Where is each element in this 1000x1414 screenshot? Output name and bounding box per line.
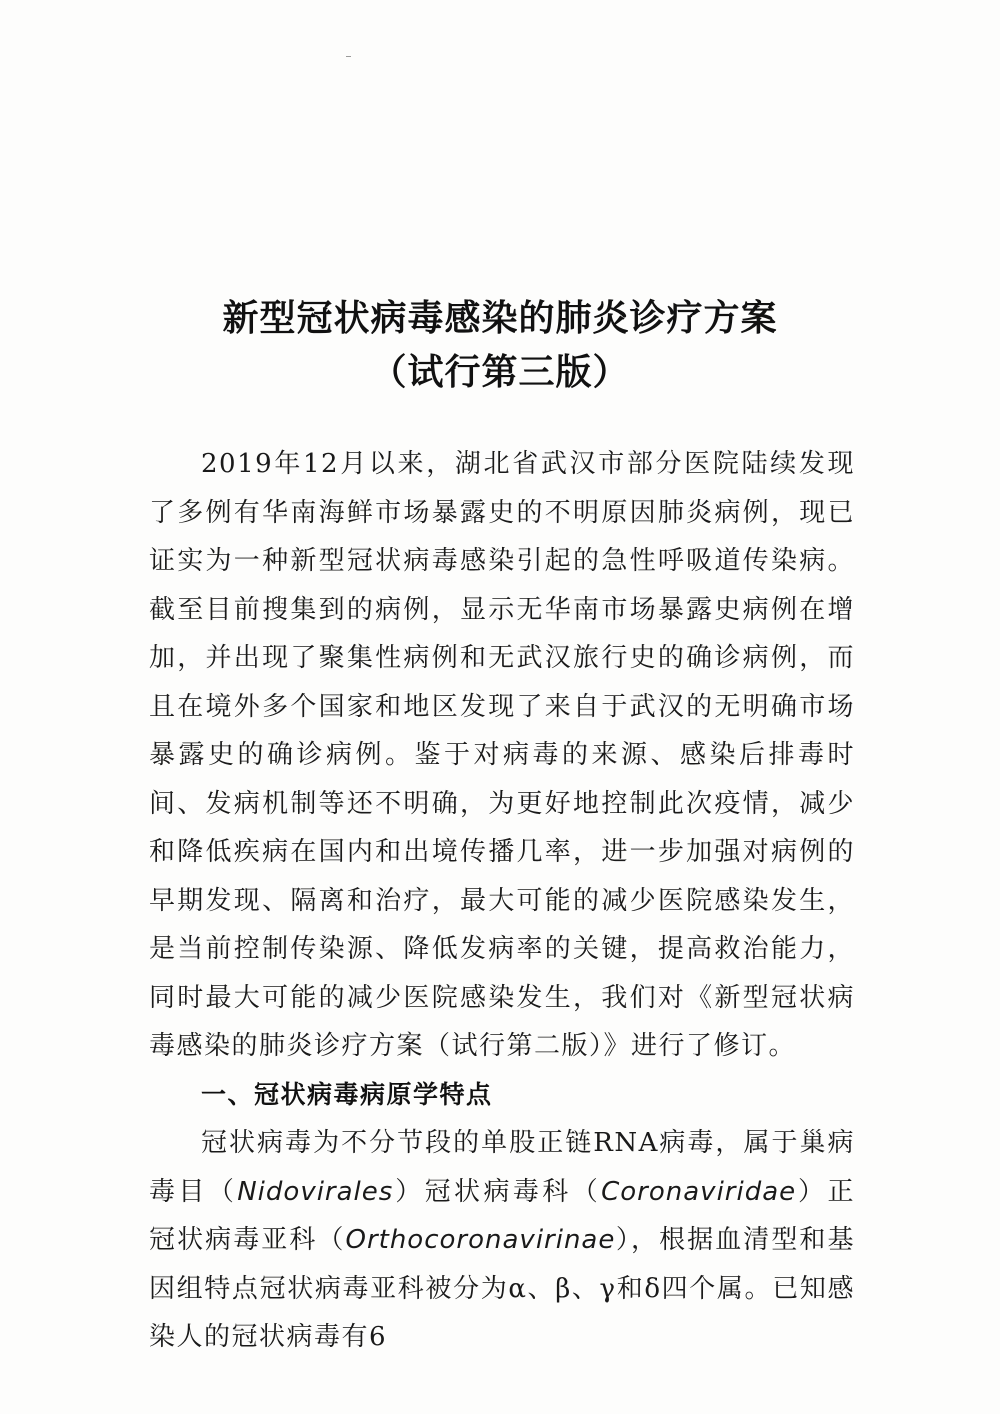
text-run: ），根据血清型和基因组特点冠状病毒亚科被分为α、β、γ和δ四个属。已知感染人的冠状病毒有6 (149, 1225, 855, 1352)
taxon-subfamily: Orthocoronavirinae (345, 1225, 616, 1255)
text-run: 冠状病毒为不分节段的单股正链RNA病毒，属于巢病毒目（ (149, 1128, 855, 1207)
text-run: ）冠状病毒科（ (393, 1176, 602, 1207)
section-paragraph-1 (149, 1119, 855, 1362)
taxon-family: Coronaviridae (601, 1176, 797, 1207)
document-subtitle: （试行第三版） (370, 352, 630, 393)
scan-speck (346, 56, 351, 57)
intro-paragraph: 2019年12月以来，湖北省武汉市部分医院陆续发现了多例有华南海鲜市场暴露史的不明原因肺炎病例，现已证实为一种新型冠状病毒感染引起的急性呼吸道传染病。截至目前搜集到的病例，显示无华南市场暴露史病例在增加，并出现了聚集性病例和无武汉旅行史的确诊病例，而且在境外多个国家和地区发现了来自于武汉的无明确市场暴露史的确诊病例。鉴于对病毒的来源、感染后排毒时间、发病机制等还不明确，为更好地控制此次疫情，减少和降低疾病在国内和出境传播几率，进一步加强对病例的早期发现、隔离和治疗，最大可能的减少医院感染发生，是当前控制传染源、降低发病率的关键，提高救治能力，同时最大可能的减少医院感染发生，我们对《新型冠状病毒感染的肺炎诊疗方案（试行第二版）》进行了修订。 (149, 449, 855, 1061)
section-heading-1: 一、冠状病毒病原学特点 (201, 1079, 493, 1109)
text-run: ）正冠状病毒亚科（ (149, 1176, 855, 1255)
taxon-order: Nidovirales (237, 1176, 394, 1207)
document-title: 新型冠状病毒感染的肺炎诊疗方案 (222, 298, 778, 339)
document-body (149, 440, 855, 1362)
title-block (0, 292, 1000, 400)
